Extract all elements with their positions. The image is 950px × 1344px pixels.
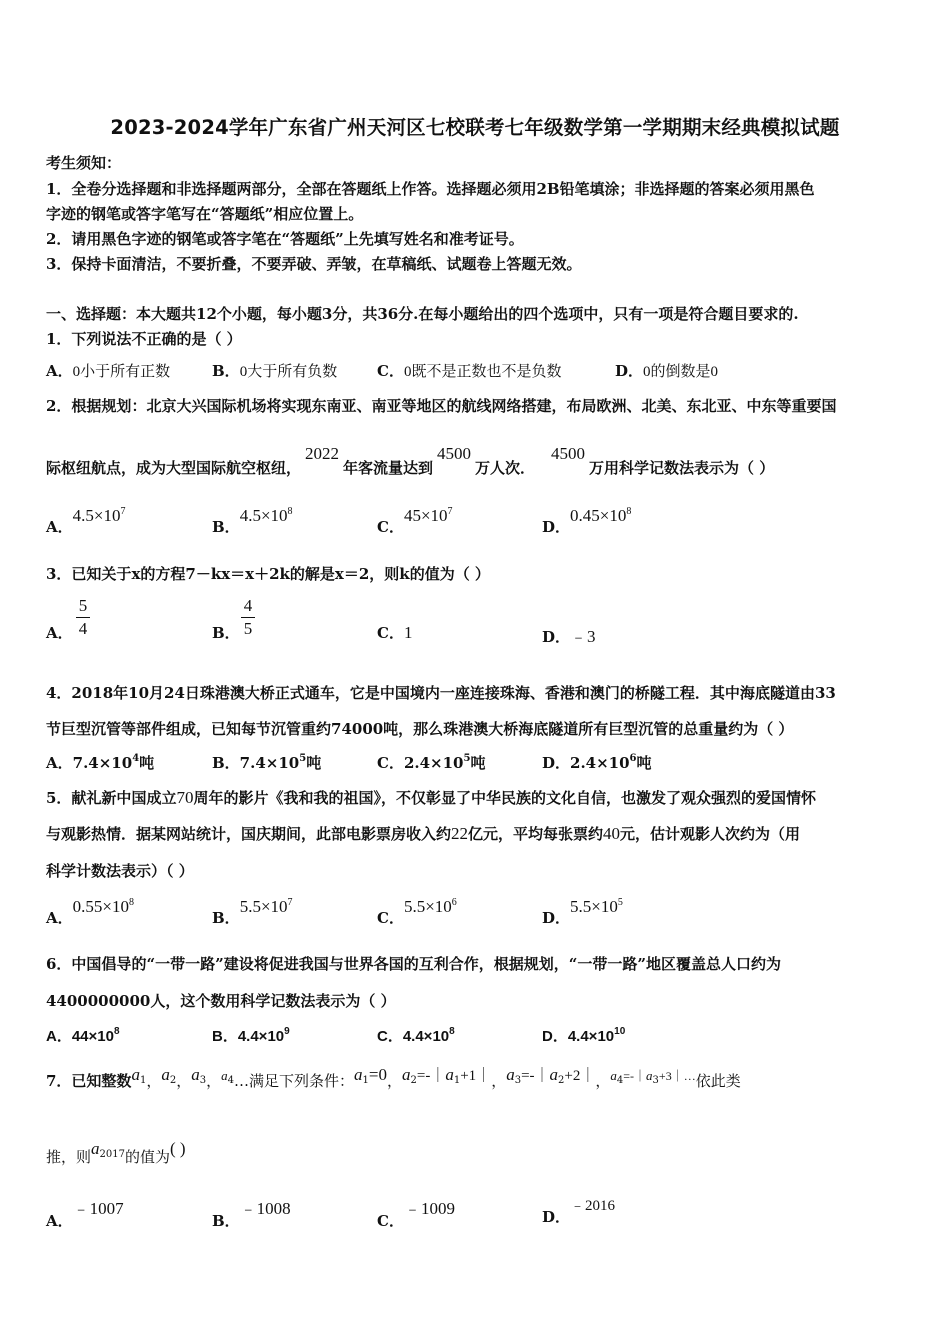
q4-option-c: C．$2.4\times 10^5$吨	[377, 753, 486, 772]
q5-option-c: C．$5.5\times 10^6$	[377, 897, 457, 927]
q6-option-d: D．$4.4\times 10^{10}$	[542, 1026, 626, 1045]
q4-option-b: B．$7.4\times 10^5$吨	[212, 753, 322, 772]
q1-option-d: D．0的倒数是0	[615, 362, 719, 380]
q3-option-b-fraction: 4 5	[241, 596, 255, 639]
notice-heading: 考生须知：	[46, 154, 122, 172]
notice-item-3: 3．保持卡面清洁，不要折叠，不要弄破、弄皱，在草稿纸、试题卷上答题无效。	[46, 255, 582, 273]
q7-line-1: 7．已知整数$a_1$，$a_2$，$a_3$，$a_4\dots$满足下列条件：$a_1=0$，$a_2=-|a_1+1|$，$a_3=-|a_2+2|$，$a_4^{=-|}a_3^{+3|\dots}$依此类	[46, 1065, 741, 1090]
q3-stem: 3．已知关于x的方程7－kx＝x＋2k的解是x＝2，则k的值为（ ）	[46, 565, 490, 583]
q2-option-a: A．$4.5\times 10^7$	[46, 506, 126, 536]
q5-line-3: 科学计数法表示）（ ）	[46, 862, 194, 880]
q1-option-b: B．0大于所有负数	[212, 362, 338, 380]
q7-option-b: B．﹣1008	[212, 1199, 291, 1230]
q2-option-d: D．$0.45\times 10^8$	[542, 506, 632, 536]
q7-option-d: D．﹣2016	[542, 1198, 616, 1226]
page-title: 2023-2024学年广东省广州天河区七校联考七年级数学第一学期期末经典模拟试题	[110, 116, 840, 139]
q5-line-2: 与观影热情．据某网站统计，国庆期间，此部电影票房收入约22亿元，平均每张票约40元，估计观影人次约为（用	[46, 824, 801, 843]
q6-option-c: C．$4.4\times 10^8$	[377, 1026, 455, 1045]
q7-option-a: A．﹣1007	[46, 1199, 124, 1230]
notice-item-1-cont: 字迹的钢笔或答字笔写在“答题纸”相应位置上。	[46, 205, 364, 223]
section-heading: 一、选择题：本大题共12个小题，每小题3分，共36分.在每小题给出的四个选项中，只有一项是符合题目要求的.	[46, 305, 799, 323]
notice-item-1: 1．全卷分选择题和非选择题两部分，全部在答题纸上作答。选择题必须用2B铅笔填涂；非选择题的答案必须用黑色	[46, 180, 815, 198]
q5-option-d: D．$5.5\times 10^5$	[542, 897, 623, 927]
q4-option-a: A．$7.4\times 10^4$吨	[46, 753, 155, 772]
q1-option-c: C．0既不是正数也不是负数	[377, 362, 562, 380]
q6-option-b: B．$4.4\times 10^9$	[212, 1026, 290, 1045]
q5-option-b: B．$5.5\times 10^7$	[212, 897, 293, 927]
q6-option-a: A．$44\times 10^8$	[46, 1026, 120, 1045]
q1-stem: 1．下列说法不正确的是（ ）	[46, 330, 242, 348]
q4-line-2: 节巨型沉管等部件组成，已知每节沉管重约74000吨，那么珠港澳大桥海底隧道所有巨型沉管的总重量约为（ ）	[46, 720, 794, 738]
q7-line-2: 推，则$a_{2017}$的值为( )	[46, 1139, 186, 1166]
q2-option-c: C．$45\times 10^7$	[377, 506, 453, 536]
q3-option-c: C．1	[377, 623, 413, 642]
notice-item-2: 2．请用黑色字迹的钢笔或答字笔在“答题纸”上先填写姓名和准考证号。	[46, 230, 524, 248]
q6-line-2: 4400000000人，这个数用科学记数法表示为（ ）	[46, 992, 396, 1010]
q7-option-c: C．﹣1009	[377, 1199, 455, 1230]
q3-option-a-label: A．	[46, 624, 73, 642]
q2-line-1: 2．根据规划：北京大兴国际机场将实现东南亚、南亚等地区的航线网络搭建，布局欧洲、北美、东北亚、中东等重要国	[46, 397, 837, 415]
q3-option-d: D．﹣3	[542, 627, 596, 646]
q4-option-d: D．$2.4\times 10^6$吨	[542, 753, 652, 772]
q6-line-1: 6．中国倡导的“一带一路”建设将促进我国与世界各国的互利合作，根据规划，“一带一路”地区覆盖总人口约为	[46, 955, 781, 973]
q5-option-a: A．$0.55\times 10^8$	[46, 897, 134, 927]
q3-option-b-label: B．	[212, 624, 240, 642]
q2-option-b: B．$4.5\times 10^8$	[212, 506, 293, 536]
q3-option-a-fraction: 5 4	[76, 596, 90, 639]
q2-line-2: 际枢纽航点，成为大型国际航空枢纽，2022年客流量达到4500万人次．4500万用科学记数法表示为（ ）	[46, 444, 775, 477]
q5-line-1: 5．献礼新中国成立70周年的影片《我和我的祖国》，不仅彰显了中华民族的文化自信，也激发了观众强烈的爱国情怀	[46, 788, 816, 807]
q1-option-a: A．0小于所有正数	[46, 362, 171, 380]
q4-line-1: 4．2018年10月24日珠港澳大桥正式通车，它是中国境内一座连接珠海、香港和澳门的桥隧工程．其中海底隧道由33	[46, 684, 836, 702]
